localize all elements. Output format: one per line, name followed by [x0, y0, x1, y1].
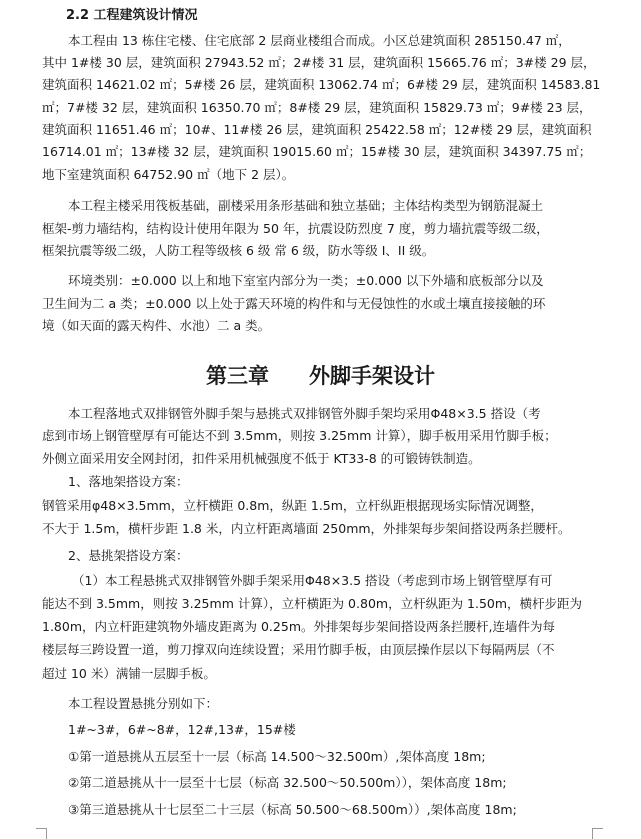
- page-corner-mark: [592, 828, 603, 839]
- paragraph-line: 本工程由 13 栋住宅楼、住宅底部 2 层商业楼组合而成。小区总建筑面积 285150.47 ㎡，: [68, 33, 571, 48]
- paragraph-line: 虑到市场上钢管壁厚有可能达不到 3.5mm，则按 3.25mm 计算），脚手板用采用竹脚手板；: [42, 428, 557, 443]
- paragraph-line: 超过 10 米）满铺一层脚手板。: [42, 666, 216, 681]
- paragraph-line: 其中 1#楼 30 层，建筑面积 27943.52 ㎡；2#楼 31 层，建筑面积 15665.76 ㎡；3#楼 29 层，: [42, 55, 596, 70]
- paragraph-line: 建筑面积 11651.46 ㎡；10#、11#楼 26 层，建筑面积 25422.58 ㎡；12#楼 29 层，建筑面积: [42, 122, 592, 137]
- paragraph-line: 1.80m，内立杆距建筑物外墙皮距离为 0.25m。外排架每步架间搭设两条拦腰杆,连墙件为每: [42, 619, 555, 634]
- list-item-title: 1、落地架搭设方案：: [68, 474, 189, 489]
- paragraph-line: 16714.01 ㎡；13#楼 32 层，建筑面积 19015.60 ㎡；15#楼 30 层，建筑面积 34397.75 ㎡；: [42, 144, 592, 159]
- paragraph-line: 境（如天面的露天构件、水池）二 a 类。: [42, 318, 271, 333]
- paragraph-line: 框架抗震等级二级，人防工程等级核 6 级 常 6 级，防水等级 I、II 级。: [42, 243, 435, 258]
- section-heading: 2.2 工程建筑设计情况: [66, 8, 198, 23]
- paragraph-line: 地下室建筑面积 64752.90 ㎡（地下 2 层）。: [42, 167, 295, 182]
- stage-item: ①第一道悬挑从五层至十一层（标高 14.500～32.500m）,架体高度 18m;: [68, 749, 486, 764]
- paragraph-line: 楼层每三跨设置一道，剪刀撑双向连续设置；采用竹脚手板，由顶层操作层以下每隔两层（不: [42, 642, 555, 657]
- paragraph-line: 框架-剪力墙结构，结构设计使用年限为 50 年，抗震设防烈度 7 度，剪力墙抗震等级二级，: [42, 221, 549, 236]
- paragraph-line: 不大于 1.5m，横杆步距 1.8 米，内立杆距离墙面 250mm，外排架每步架间搭设两条拦腰杆。: [42, 521, 571, 536]
- paragraph-line: 能达不到 3.5mm，则按 3.25mm 计算），立杆横距为 0.80m，立杆纵距为 1.50m，横杆步距为: [42, 596, 583, 611]
- chapter-name: 外脚手架设计: [309, 363, 435, 388]
- paragraph-line: 本工程主楼采用筏板基础，副楼采用条形基础和独立基础；主体结构类型为钢筋混凝土: [68, 198, 544, 213]
- paragraph-line: 建筑面积 14621.02 ㎡；5#楼 26 层，建筑面积 13062.74 ㎡；6#楼 29 层，建筑面积 14583.81: [42, 77, 601, 92]
- stage-item: ③第三道悬挑从十七层至二十三层（标高 50.500～68.500m））,架体高度 18m;: [68, 802, 517, 817]
- page-corner-mark: [36, 828, 47, 839]
- building-list: 1#~3#，6#~8#，12#,13#，15#楼: [68, 722, 296, 737]
- chapter-title: [0, 360, 641, 390]
- paragraph-line: 环境类别：±0.000 以上和地下室室内部分为一类；±0.000 以下外墙和底板部分以及: [68, 273, 544, 288]
- stage-item: ②第二道悬挑从十一层至十七层（标高 32.500～50.500m）），架体高度 18m;: [68, 775, 507, 790]
- paragraph-line: ㎡；7#楼 32 层，建筑面积 16350.70 ㎡；8#楼 29 层，建筑面积 15829.73 ㎡；9#楼 23 层，: [42, 100, 592, 115]
- list-item-title: 2、悬挑架搭设方案：: [68, 548, 189, 563]
- paragraph-line: 钢管采用φ48×3.5mm，立杆横距 0.8m，纵距 1.5m，立杆纵距根据现场实际情况调整，: [42, 498, 543, 513]
- paragraph-line: 本工程设置悬挑分别如下：: [68, 696, 219, 711]
- paragraph-line: （1）本工程悬挑式双排钢管外脚手架采用Φ48×3.5 搭设（考虑到市场上钢管壁厚有可: [72, 573, 553, 588]
- chapter-number: 第三章: [206, 363, 269, 388]
- paragraph-line: 外侧立面采用安全网封闭，扣件采用机械强度不低于 KT33-8 的可锻铸铁制造。: [42, 451, 481, 466]
- paragraph-line: 卫生间为二 a 类；±0.000 以上处于露天环境的构件和与无侵蚀性的水或土壤直接接触的环: [42, 296, 546, 311]
- paragraph-line: 本工程落地式双排钢管外脚手架与悬挑式双排钢管外脚手架均采用Φ48×3.5 搭设（考: [68, 406, 541, 421]
